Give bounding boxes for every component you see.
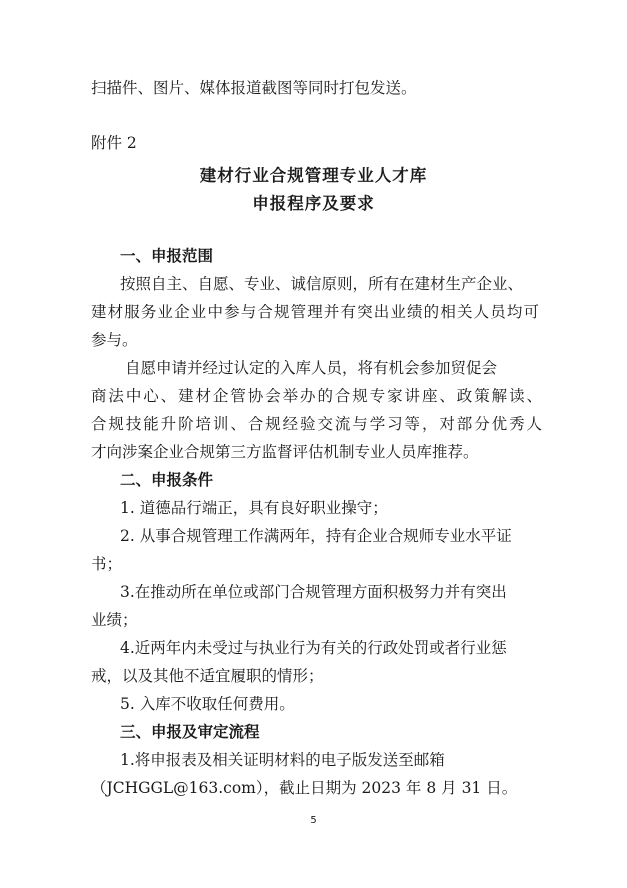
condition-item-4-line2: 戒，以及其他不适宜履职的情形； — [91, 667, 324, 685]
scope-para1-line2: 建材服务业企业中参与合规管理并有突出业绩的相关人员均可 — [91, 303, 539, 321]
section-heading-scope: 一、申报范围 — [120, 247, 214, 265]
condition-item-3-line1: 3.在推动所在单位或部门合规管理方面积极努力并有突出 — [120, 583, 507, 601]
scope-para1-line1: 按照自主、自愿、专业、诚信原则，所有在建材生产企业、 — [120, 275, 524, 293]
condition-item-2-line1: 2. 从事合规管理工作满两年，持有企业合规师专业水平证 — [120, 527, 512, 545]
document-title-line-2: 申报程序及要求 — [252, 194, 375, 213]
scope-para2-line3: 合规技能升阶培训、合规经验交流与学习等，对部分优秀人 — [91, 415, 542, 433]
condition-item-1: 1. 道德品行端正，具有良好职业操守； — [120, 499, 388, 517]
process-item-1-line2: （JCHGGL@163.com），截止日期为 2023 年 8 月 31 日。 — [91, 779, 518, 797]
section-heading-conditions: 二、申报条件 — [120, 471, 214, 489]
continued-text-line: 扫描件、图片、媒体报道截图等同时打包发送。 — [91, 79, 417, 97]
scope-para2-line1: 自愿申请并经过认定的入库人员，将有机会参加贸促会 — [125, 359, 498, 377]
process-item-1-line1: 1.将申报表及相关证明材料的电子版发送至邮箱 — [120, 751, 445, 769]
condition-item-5: 5. 入库不收取任何费用。 — [120, 695, 295, 713]
page-number: 5 — [310, 815, 317, 826]
scope-para2-line2: 商法中心、建材企管协会举办的合规专家讲座、政策解读、 — [91, 387, 542, 405]
condition-item-3-line2: 业绩； — [91, 611, 138, 629]
scope-para2-line4: 才向涉案企业合规第三方监督评估机制专业人员库推荐。 — [91, 443, 479, 461]
scope-para1-line3: 参与。 — [91, 331, 138, 349]
attachment-label: 附件 2 — [91, 134, 137, 152]
condition-item-2-line2: 书； — [91, 555, 123, 573]
section-heading-process: 三、申报及审定流程 — [120, 723, 260, 741]
document-title-line-1: 建材行业合规管理专业人才库 — [199, 166, 428, 185]
condition-item-4-line1: 4.近两年内未受过与执业行为有关的行政处罚或者行业惩 — [120, 639, 507, 657]
